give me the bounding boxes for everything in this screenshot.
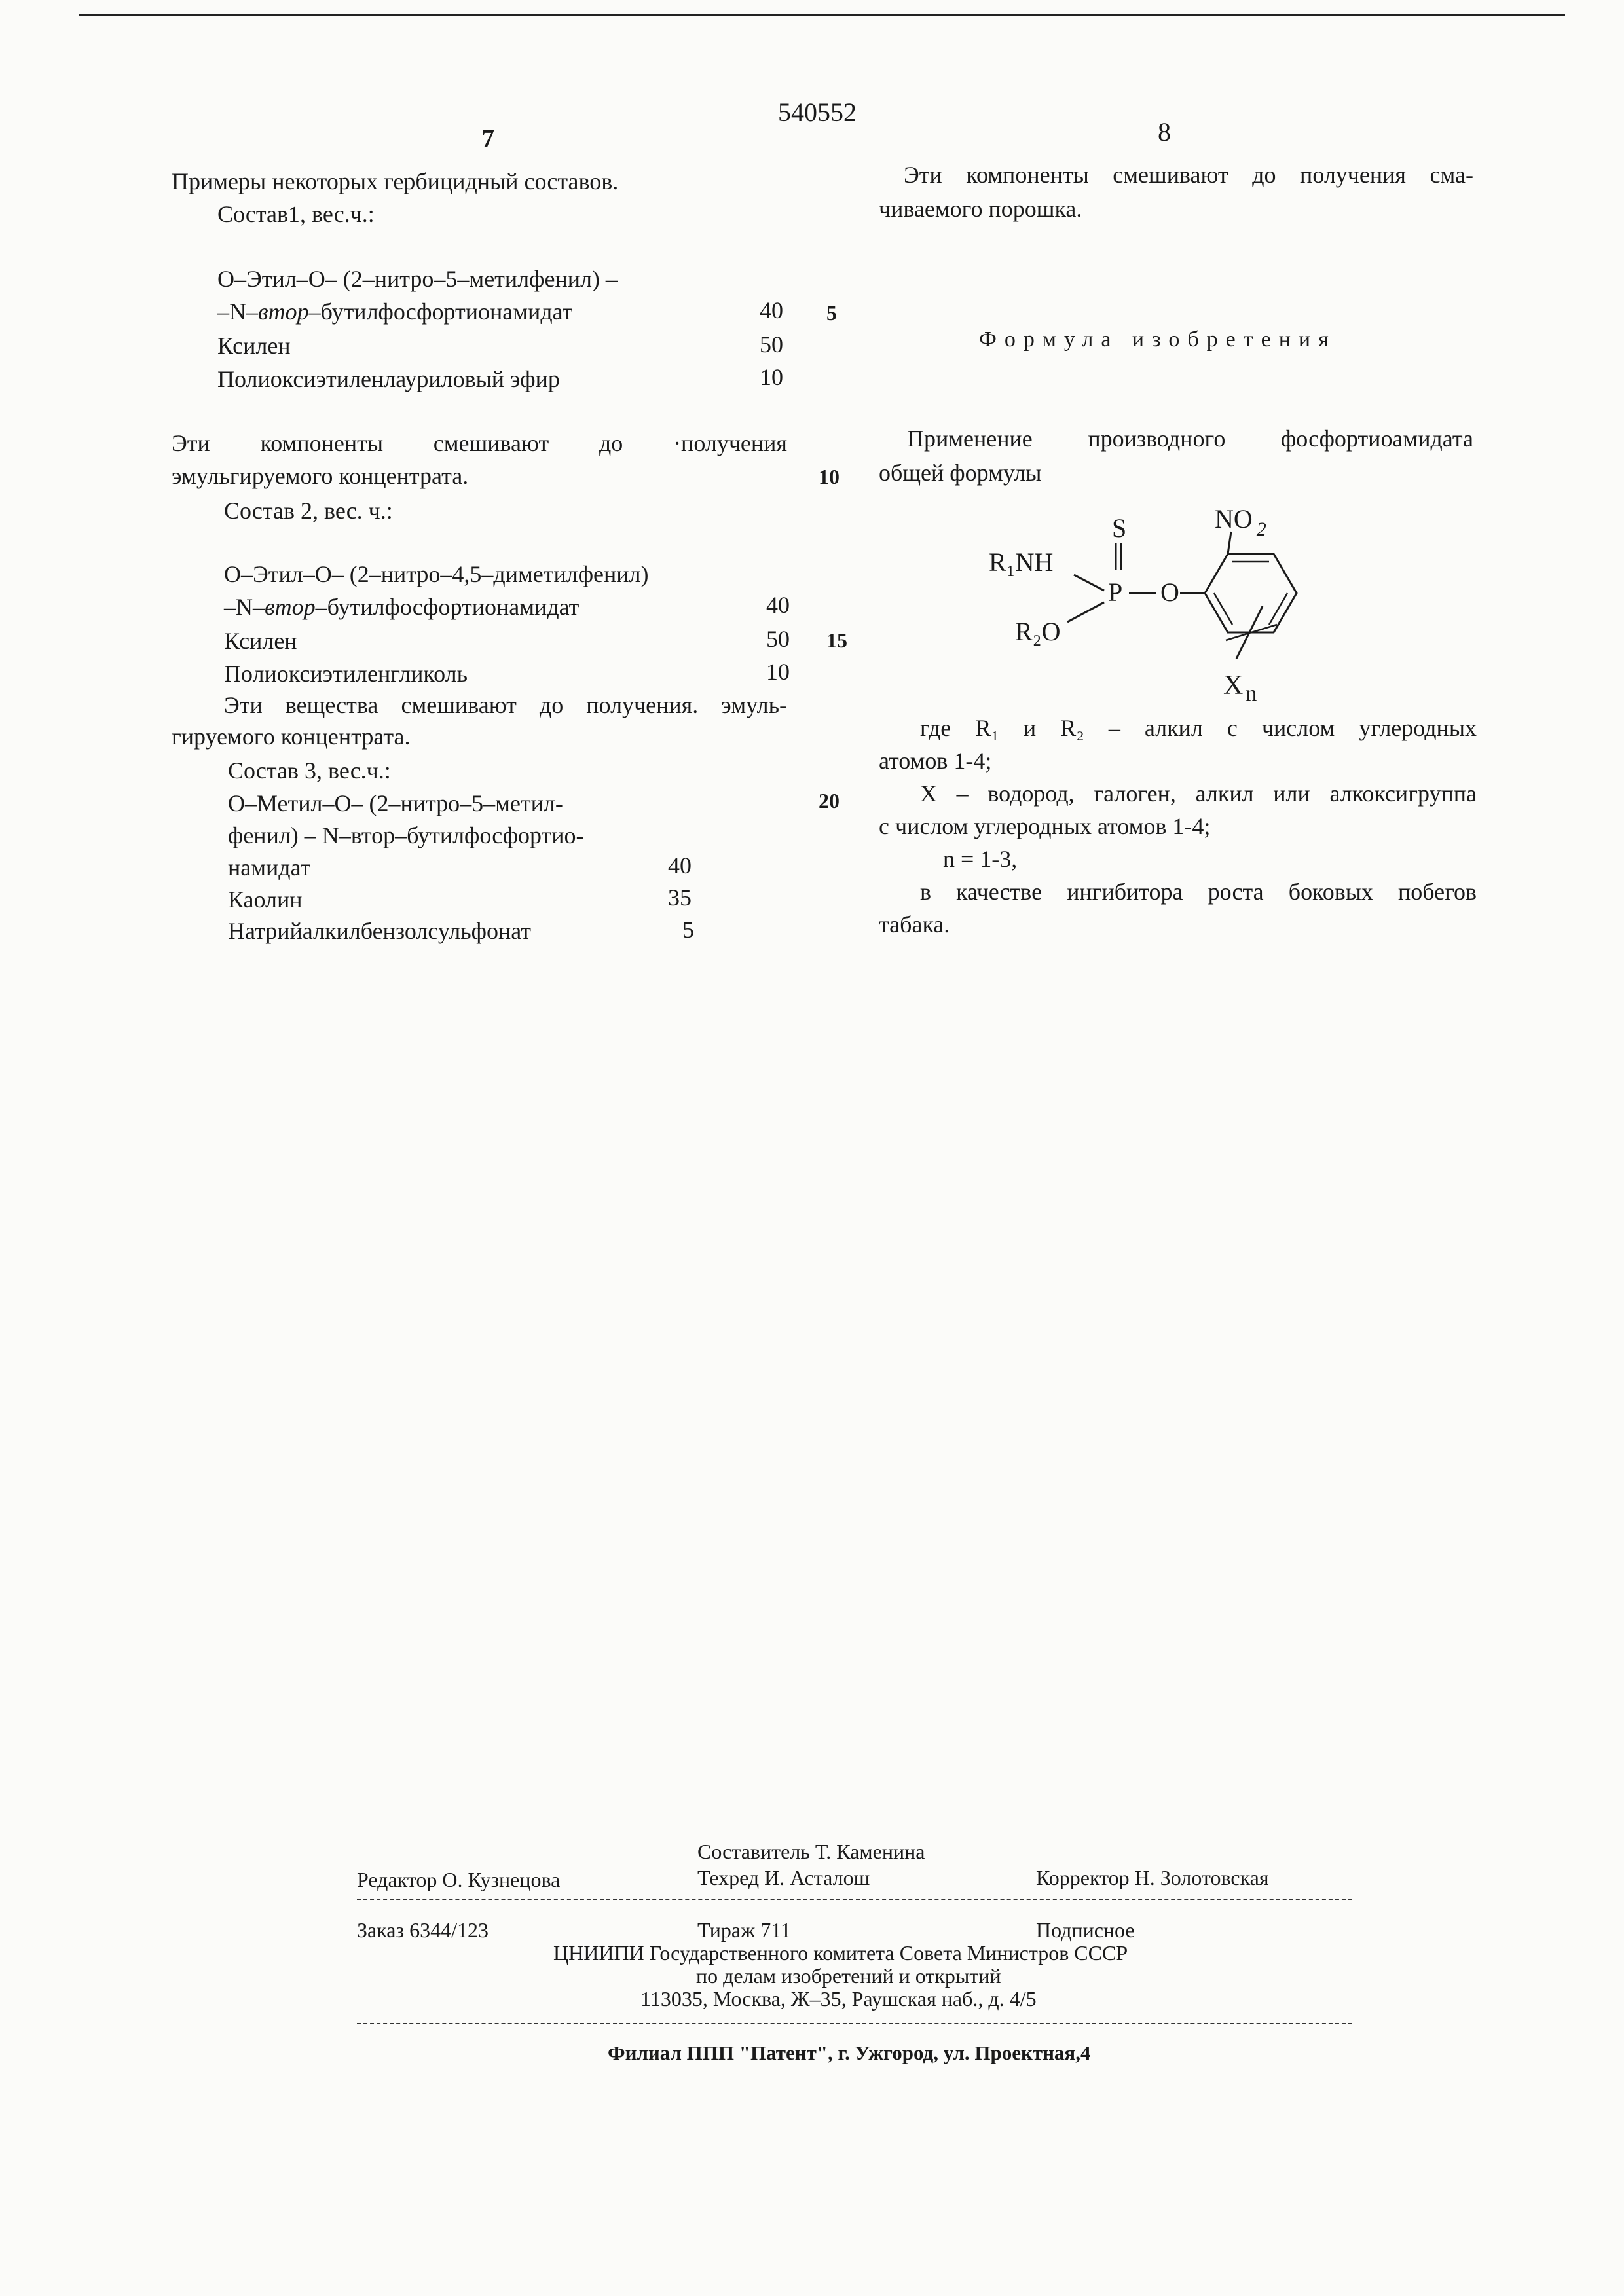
line-number-5: 5: [826, 301, 837, 325]
line-number-15: 15: [826, 629, 847, 652]
composition-1-ingredient-1b: –N–втор–бутилфосфортионамидат: [217, 299, 573, 325]
definition-n: n = 1-3,: [943, 846, 1018, 872]
footer-order: Заказ 6344/123: [357, 1918, 489, 1942]
composition-1-ingredient-3: Полиоксиэтиленлауриловый эфир: [217, 366, 560, 392]
right-page-number: 8: [1158, 117, 1171, 147]
composition-2-ingredient-1a: O–Этил–O– (2–нитро–4,5–диметилфенил): [224, 561, 649, 587]
footer-organization-1: ЦНИИПИ Государственного комитета Совета Министров СССР: [553, 1941, 1128, 1965]
composition-1-value-3: 10: [760, 364, 783, 390]
composition-3-ingredient-2: Каолин: [228, 886, 303, 913]
composition-3-title: Состав 3, вес.ч.:: [228, 757, 391, 784]
footer-compiler: Составитель Т. Каменина: [697, 1840, 925, 1863]
structural-formula: [969, 504, 1336, 720]
formula-r1nh: R₁NH: [989, 547, 1054, 577]
footer-subscription: Подписное: [1036, 1918, 1135, 1942]
formula-substituent-x: X $_n$: [1223, 670, 1257, 706]
composition-2-note-line1: Эти вещества смешивают до получения. эмуль-: [224, 692, 787, 718]
composition-3-ingredient-1a: O–Метил–O– (2–нитро–5–метил-: [228, 790, 563, 816]
composition-3-ingredient-1c: намидат: [228, 854, 311, 881]
composition-2-ingredient-2: Ксилен: [224, 628, 297, 654]
composition-1-note-line2: эмульгируемого концентрата.: [172, 463, 469, 489]
footer-branch: Филиал ППП "Патент", г. Ужгород, ул. Проектная,4: [608, 2041, 1091, 2064]
composition-1-ingredient-2: Ксилен: [217, 333, 291, 359]
right-continuation-line2: чиваемого порошка.: [879, 196, 1082, 222]
left-page-number: 7: [481, 124, 494, 153]
line-number-10: 10: [819, 465, 840, 488]
footer-rule-2: [357, 2023, 1352, 2024]
formula-r2o: R₂O: [1015, 617, 1061, 646]
footer-address: 113035, Москва, Ж–35, Раушская наб., д. 4/5: [640, 1987, 1037, 2011]
application-line2: табака.: [879, 911, 950, 938]
composition-1-title: Состав1, вес.ч.:: [217, 201, 375, 227]
claims-heading: Формула изобретения: [979, 327, 1337, 352]
composition-2-title: Состав 2, вес. ч.:: [224, 498, 393, 524]
footer-techred: Техред И. Асталош: [697, 1866, 870, 1889]
composition-3-ingredient-1b: фенил) – N–втор–бутилфосфортио-: [228, 822, 584, 848]
footer-corrector: Корректор Н. Золотовская: [1036, 1866, 1269, 1889]
definition-r-line1: где R₁ и R₂ – алкил с числом углеродных: [920, 715, 1477, 741]
line-number-20: 20: [819, 789, 840, 812]
composition-3-ingredient-3: Натрийалкилбензолсульфонат: [228, 918, 531, 944]
top-rule: [79, 14, 1565, 16]
footer-organization-2: по делам изобретений и открытий: [696, 1964, 1001, 1988]
formula-sulfur: S: [1112, 513, 1127, 543]
composition-3-value-2: 35: [668, 884, 692, 911]
formula-phosphorus: P: [1108, 577, 1123, 607]
composition-2-value-1: 40: [766, 592, 790, 618]
formula-oxygen: O: [1160, 577, 1179, 607]
composition-1-value-2: 50: [760, 331, 783, 357]
definition-r-line2: атомов 1-4;: [879, 748, 992, 774]
footer-tirage: Тираж 711: [697, 1918, 791, 1942]
composition-2-ingredient-1b: –N–втор–бутилфосфортионамидат: [224, 594, 580, 620]
patent-number: 540552: [778, 98, 857, 127]
composition-2-ingredient-3: Полиоксиэтиленгликоль: [224, 661, 468, 687]
claim-line2: общей формулы: [879, 460, 1042, 486]
composition-2-value-3: 10: [766, 659, 790, 685]
composition-3-value-1: 40: [668, 852, 692, 879]
formula-nitro: NO $_2$: [1215, 504, 1266, 540]
composition-1-ingredient-1a: O–Этил–O– (2–нитро–5–метилфенил) –: [217, 266, 618, 292]
composition-1-note-line1: Эти компоненты смешивают до ·получения: [172, 430, 787, 456]
definition-x-line1: X – водород, галоген, алкил или алкоксигруппа: [920, 780, 1477, 807]
footer-editor: Редактор О. Кузнецова: [357, 1868, 561, 1891]
right-continuation-line1: Эти компоненты смешивают до получения сма-: [904, 162, 1473, 188]
definition-x-line2: с числом углеродных атомов 1-4;: [879, 813, 1211, 839]
composition-1-value-1: 40: [760, 297, 783, 323]
footer-rule-1: [357, 1899, 1352, 1900]
claim-line1: Применение производного фосфортиоамидата: [907, 426, 1473, 452]
examples-intro: Примеры некоторых гербицидный составов.: [172, 168, 619, 194]
composition-2-note-line2: гируемого концентрата.: [172, 723, 411, 750]
composition-2-value-2: 50: [766, 626, 790, 652]
composition-3-value-3: 5: [682, 917, 694, 943]
application-line1: в качестве ингибитора роста боковых побегов: [920, 879, 1477, 905]
